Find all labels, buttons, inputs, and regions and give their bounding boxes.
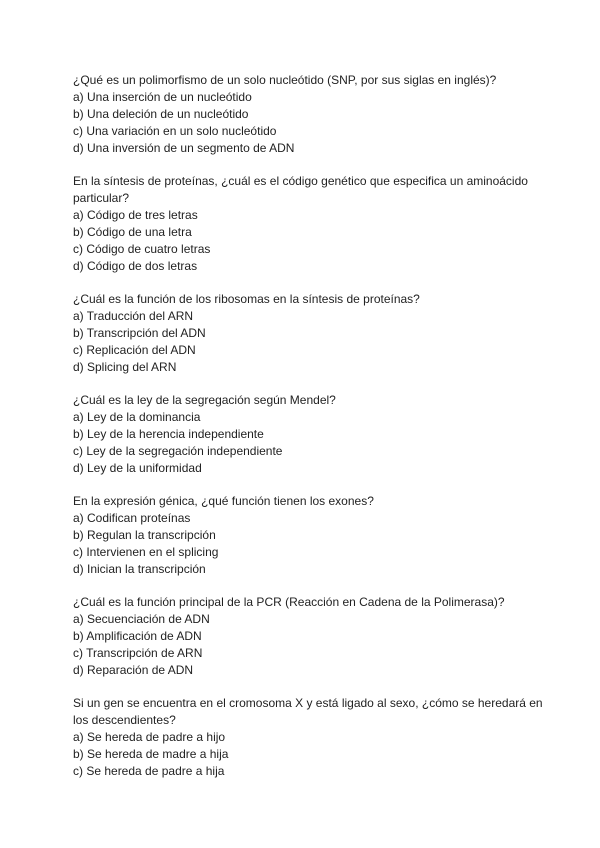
question-text: En la síntesis de proteínas, ¿cuál es el código genético que especifica un aminoácido particular? (73, 174, 528, 205)
option-d: d) Una inversión de un segmento de ADN (73, 141, 295, 155)
option-b: b) Se hereda de madre a hija (73, 747, 229, 761)
question-text: ¿Cuál es la función de los ribosomas en la síntesis de proteínas? (73, 292, 420, 306)
question-text: Si un gen se encuentra en el cromosoma X y está ligado al sexo, ¿cómo se heredará en los descendientes? (73, 696, 543, 727)
question-7 (73, 695, 543, 780)
question-5 (73, 493, 543, 578)
option-d: d) Inician la transcripción (73, 562, 206, 576)
option-b: b) Una deleción de un nucleótido (73, 107, 249, 121)
option-d: d) Código de dos letras (73, 259, 198, 273)
option-b: b) Amplificación de ADN (73, 629, 202, 643)
question-text: En la expresión génica, ¿qué función tienen los exones? (73, 494, 374, 508)
option-c: c) Ley de la segregación independiente (73, 444, 283, 458)
option-b: b) Regulan la transcripción (73, 528, 216, 542)
option-c: c) Transcripción de ARN (73, 646, 203, 660)
option-d: d) Ley de la uniformidad (73, 461, 202, 475)
question-text: ¿Qué es un polimorfismo de un solo nucleótido (SNP, por sus siglas en inglés)? (73, 73, 497, 87)
option-c: c) Código de cuatro letras (73, 242, 211, 256)
question-text: ¿Cuál es la función principal de la PCR (Reacción en Cadena de la Polimerasa)? (73, 595, 505, 609)
option-c: c) Una variación en un solo nucleótido (73, 124, 277, 138)
option-list (73, 409, 543, 477)
option-a: a) Secuenciación de ADN (73, 612, 210, 626)
document-page (73, 72, 543, 796)
option-list (73, 729, 543, 780)
option-c: c) Intervienen en el splicing (73, 545, 219, 559)
question-1 (73, 72, 543, 157)
option-b: b) Transcripción del ADN (73, 326, 206, 340)
option-a: a) Se hereda de padre a hijo (73, 730, 226, 744)
option-a: a) Código de tres letras (73, 208, 198, 222)
option-a: a) Una inserción de un nucleótido (73, 90, 252, 104)
question-4 (73, 392, 543, 477)
option-list (73, 611, 543, 679)
question-text: ¿Cuál es la ley de la segregación según Mendel? (73, 393, 336, 407)
option-list (73, 207, 543, 275)
option-c: c) Replicación del ADN (73, 343, 196, 357)
option-list (73, 308, 543, 376)
option-a: a) Codifican proteínas (73, 511, 191, 525)
option-a: a) Ley de la dominancia (73, 410, 201, 424)
question-2 (73, 173, 543, 275)
option-b: b) Ley de la herencia independiente (73, 427, 264, 441)
option-list (73, 510, 543, 578)
option-d: d) Splicing del ARN (73, 360, 177, 374)
option-c: c) Se hereda de padre a hija (73, 764, 225, 778)
question-3 (73, 291, 543, 376)
option-d: d) Reparación de ADN (73, 663, 194, 677)
option-list (73, 89, 543, 157)
option-a: a) Traducción del ARN (73, 309, 194, 323)
question-6 (73, 594, 543, 679)
option-b: b) Código de una letra (73, 225, 192, 239)
